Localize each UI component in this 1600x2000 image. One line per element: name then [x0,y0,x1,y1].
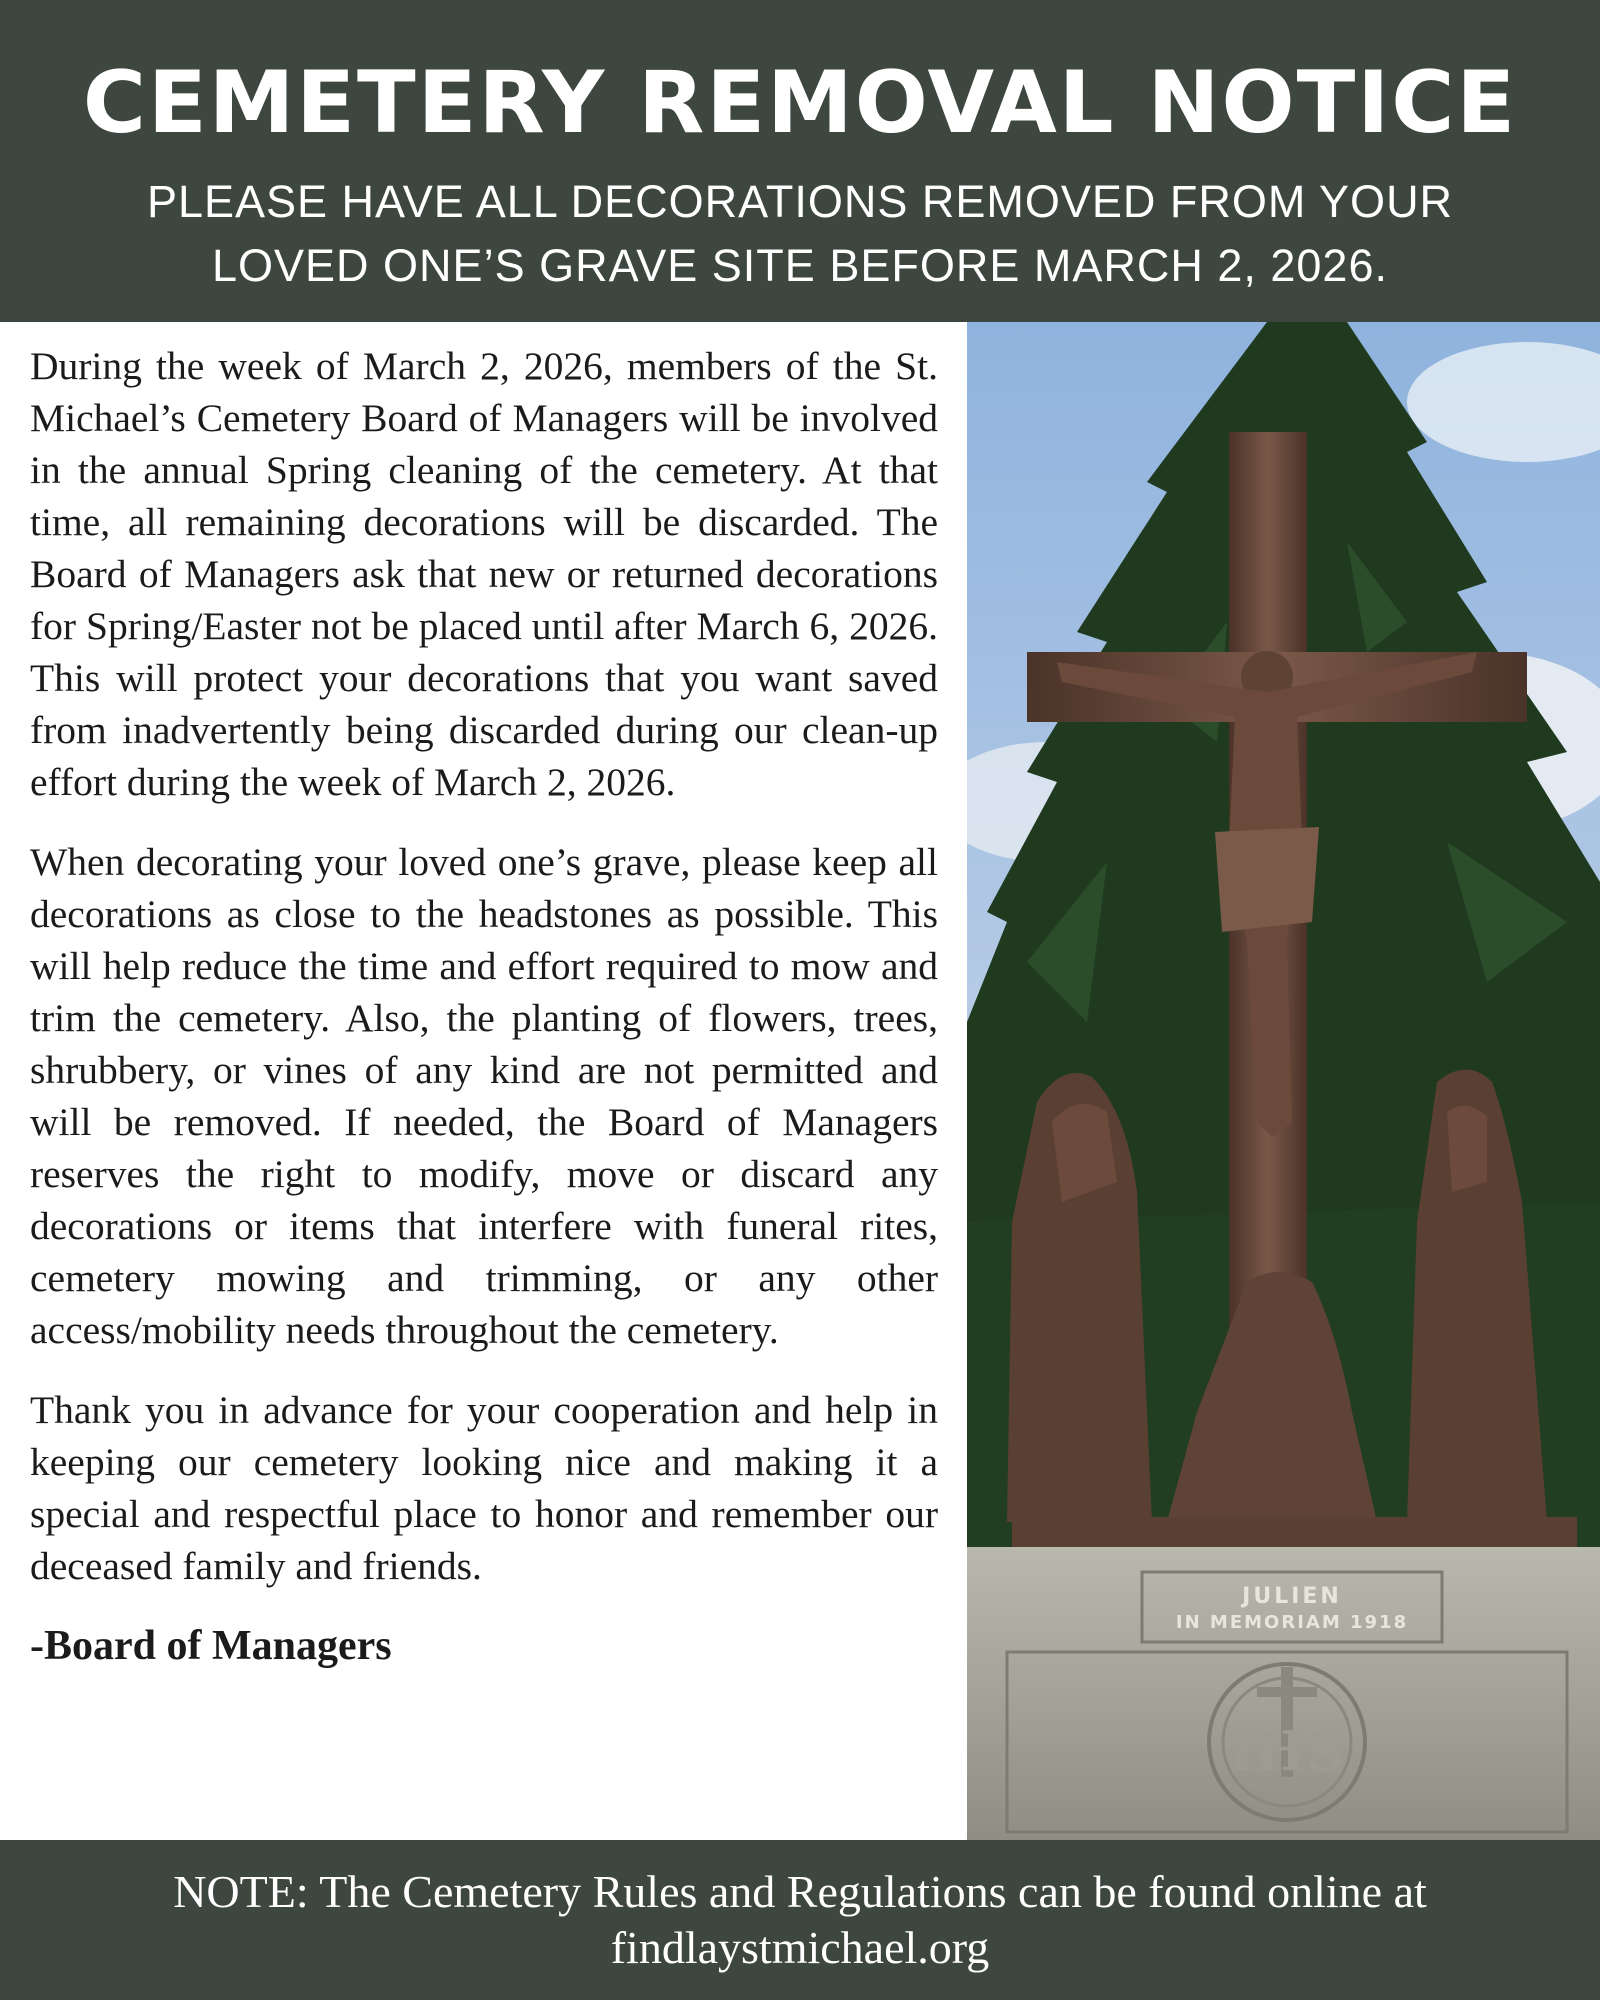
footer-banner [0,1840,1600,2000]
website-link[interactable]: findlaystmichael.org [610,1922,990,1973]
inscription-name: JULIEN [1242,1584,1342,1609]
paragraph-cleaning-schedule: During the week of March 2, 2026, members of the St. Michael’s Cemetery Board of Managers will be involved in the annual Spring cleaning of the cemetery. At that time, all remaining decorations will be discarded. The Board of Managers ask that new or returned decorations for Spring/Easter not be placed until after March 6, 2026. This will protect your decorations that you want saved from inadvertently being discarded during our clean-up effort during the week of March 2, 2026. [30,344,938,804]
signoff: -Board of Managers [30,1623,392,1669]
notice-title: CEMETERY REMOVAL NOTICE [82,53,1518,153]
ihs-monogram: IHS [1229,1719,1345,1783]
notice-subtitle [0,170,1600,298]
paragraph-decoration-rules: When decorating your loved one’s grave, please keep all decorations as close to the headstones as possible. This will help reduce the time and effort required to mow and trim the cemetery. Also, the planting of flowers, trees, shrubbery, or vines of any kind are not permitted and will be removed. If needed, the Board of Managers reserves the right to modify, move or discard any decorations or items that interfere with funeral rites, cemetery mowing and trimming, or any other access/mobility needs throughout the cemetery. [30,840,938,1352]
crucifix-monument-photo [967,322,1600,1840]
paragraph-thank-you: Thank you in advance for your cooperation and help in keeping our cemetery looking nice and making it a special and respectful place to honor and remember our deceased family and friends. [30,1388,938,1588]
inscription-memoriam: IN MEMORIAM 1918 [1175,1612,1409,1633]
footer-note: NOTE: The Cemetery Rules and Regulations can be found online at [173,1866,1427,1917]
notice-body [30,340,938,1672]
subtitle-line-2: LOVED ONE’S GRAVE SITE BEFORE MARCH 2, 2026. [212,240,1388,291]
header-banner [0,0,1600,322]
subtitle-line-1: PLEASE HAVE ALL DECORATIONS REMOVED FROM YOUR [146,176,1454,227]
